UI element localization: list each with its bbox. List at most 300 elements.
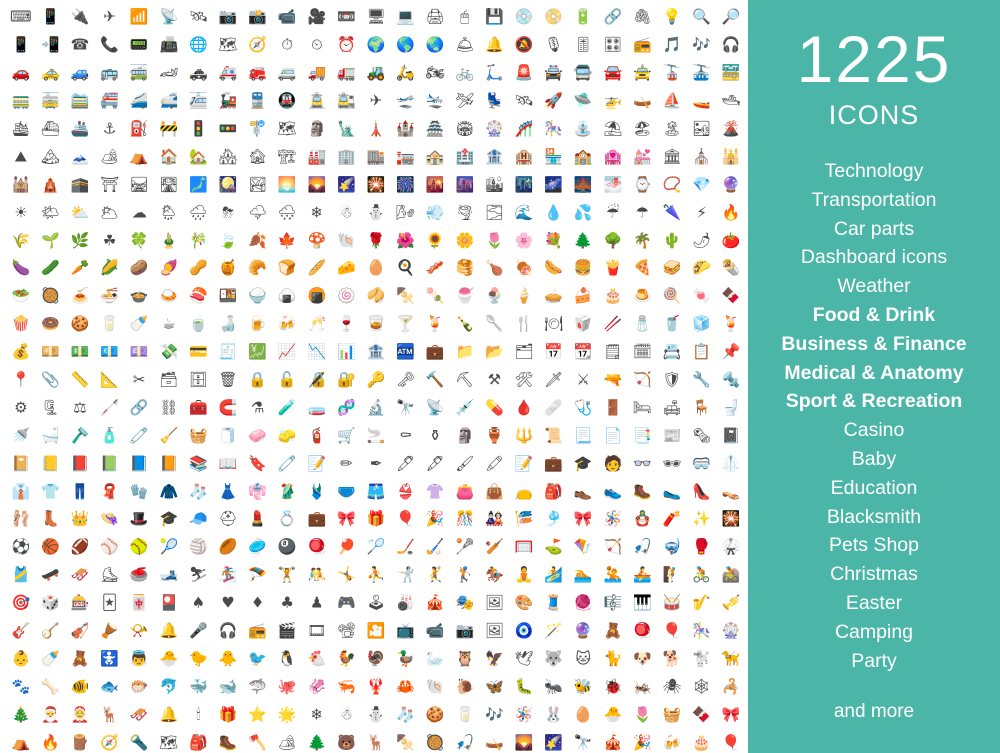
icon-glyph: 🌵: [662, 231, 682, 250]
icon-tile: [272, 32, 302, 60]
icon-tile: [450, 450, 480, 478]
icon-glyph: 💰: [11, 342, 31, 361]
icon-glyph: 🚟: [721, 63, 741, 82]
icon-glyph: 🎎: [485, 509, 504, 528]
icon-tile: [154, 562, 184, 590]
icon-tile: [6, 701, 36, 729]
icon-glyph: 🚀: [544, 91, 563, 110]
icon-glyph: 🎓: [573, 454, 593, 473]
icon-tile: [716, 32, 746, 60]
icon-glyph: 🏦: [366, 342, 386, 361]
icon-tile: [243, 506, 273, 534]
icon-glyph: 🥗: [11, 286, 31, 305]
icon-tile: [124, 394, 154, 422]
icon-glyph: 🚖: [633, 63, 652, 82]
icon-glyph: 👖: [70, 482, 90, 501]
icon-glyph: ⛸: [100, 565, 120, 584]
icon-tile: [598, 673, 628, 701]
icon-glyph: 🎑: [218, 175, 238, 194]
icon-glyph: 🏑: [425, 537, 445, 556]
icon-tile: [568, 283, 598, 311]
icon-tile: [539, 450, 569, 478]
icon-tile: [95, 60, 125, 88]
icon-glyph: 🌆: [455, 175, 475, 194]
icon-glyph: 📯: [129, 621, 149, 640]
icon-tile: [65, 4, 95, 32]
icon-glyph: 🐋: [218, 677, 238, 696]
icon-tile: [95, 590, 125, 618]
icon-tile: [332, 729, 362, 753]
icon-glyph: 🍃: [218, 231, 238, 250]
icon-glyph: 🌩: [248, 203, 268, 222]
icon-tile: [154, 32, 184, 60]
icon-tile: [243, 255, 273, 283]
icon-glyph: 🚥: [218, 119, 238, 138]
icon-tile: [687, 227, 717, 255]
icon-glyph: 🚿: [11, 426, 31, 445]
icon-tile: [36, 701, 66, 729]
icon-tile: [568, 618, 598, 646]
icon-glyph: 💿: [514, 7, 534, 26]
icon-glyph: 🧷: [277, 454, 297, 473]
icon-tile: [420, 143, 450, 171]
icon-tile: [598, 171, 628, 199]
icon-tile: [598, 618, 628, 646]
icon-tile: [450, 729, 480, 753]
icon-glyph: 🛤: [129, 175, 149, 194]
icon-glyph: 🐤: [189, 649, 208, 668]
icon-glyph: 🎇: [721, 509, 741, 528]
icon-glyph: 🕯: [196, 705, 201, 724]
icon-glyph: 📷: [218, 7, 238, 26]
icon-glyph: 🩸: [514, 398, 534, 417]
icon-glyph: 🥾: [218, 733, 238, 752]
icon-glyph: 🌟: [277, 705, 297, 724]
icon-tile: [420, 394, 450, 422]
icon-glyph: 🌊: [514, 203, 534, 222]
icon-tile: [657, 199, 687, 227]
icon-tile: [272, 422, 302, 450]
icon-glyph: 🗿: [307, 119, 327, 138]
icon-tile: [302, 478, 332, 506]
icon-glyph: 🐾: [11, 677, 31, 696]
icon-tile: [420, 32, 450, 60]
icon-tile: [243, 311, 273, 339]
icon-glyph: 🦀: [396, 677, 415, 696]
icon-glyph: 🎒: [544, 482, 563, 501]
icon-tile: [65, 562, 95, 590]
icon-glyph: 🤾: [425, 565, 445, 584]
icon-glyph: 🕊: [514, 649, 534, 668]
icon-tile: [539, 283, 569, 311]
icon-tile: [628, 562, 658, 590]
icon-glyph: 🍙: [277, 286, 297, 305]
icon-glyph: 🚜: [366, 63, 386, 82]
icon-tile: [65, 311, 95, 339]
icon-glyph: 🎠: [692, 621, 711, 640]
icon-glyph: 🦞: [366, 677, 386, 696]
icon-glyph: 🏹: [633, 370, 652, 389]
icon-tile: [124, 116, 154, 144]
icon-tile: [598, 339, 628, 367]
icon-tile: [154, 590, 184, 618]
icon-glyph: ✈: [369, 91, 383, 110]
icon-tile: [154, 673, 184, 701]
icon-glyph: 🎺: [721, 593, 741, 612]
icon-glyph: 🚨: [514, 63, 534, 82]
icon-glyph: 🔔: [159, 621, 179, 640]
icon-glyph: 🔥: [41, 733, 60, 752]
icon-glyph: 🥘: [41, 286, 60, 305]
icon-tile: [509, 339, 539, 367]
icon-glyph: ⛷: [188, 565, 208, 584]
icon-glyph: 🦋: [485, 677, 504, 696]
icon-tile: [154, 534, 184, 562]
icon-tile: [568, 506, 598, 534]
icon-tile: [509, 60, 539, 88]
icon-tile: [539, 506, 569, 534]
icon-tile: [272, 60, 302, 88]
icon-tile: [716, 311, 746, 339]
icon-glyph: 🥤: [662, 314, 682, 333]
icon-glyph: 🖥: [366, 7, 386, 26]
icon-glyph: 🍸: [396, 314, 415, 333]
icon-tile: [361, 171, 391, 199]
icon-tile: [450, 339, 480, 367]
icon-glyph: 🌥: [100, 203, 120, 222]
icon-glyph: 🥪: [662, 258, 682, 277]
icon-tile: [302, 88, 332, 116]
icon-glyph: 🥖: [307, 258, 327, 277]
icon-glyph: 🩳: [366, 482, 386, 501]
icon-tile: [539, 227, 569, 255]
icon-glyph: 🏕: [277, 733, 297, 752]
icon-tile: [628, 116, 658, 144]
icon-tile: [272, 171, 302, 199]
icon-glyph: 🎋: [189, 231, 208, 250]
icon-glyph: 🛸: [573, 91, 593, 110]
icon-glyph: 📽: [336, 621, 356, 640]
icon-tile: [598, 4, 628, 32]
icon-glyph: 🏕: [100, 147, 120, 166]
icon-glyph: ⛺: [129, 147, 149, 166]
icon-tile: [480, 199, 510, 227]
icon-tile: [154, 394, 184, 422]
icon-glyph: 🌷: [485, 231, 504, 250]
icon-tile: [243, 394, 273, 422]
icon-glyph: 🍁: [277, 231, 297, 250]
icon-glyph: ❄: [310, 203, 324, 222]
icon-tile: [391, 143, 421, 171]
icon-glyph: 🍵: [189, 314, 208, 333]
icon-glyph: 🍛: [159, 286, 179, 305]
icon-glyph: 🏝: [662, 119, 682, 138]
icon-glyph: 🎼: [603, 593, 623, 612]
icon-tile: [480, 88, 510, 116]
icon-glyph: 🕌: [721, 147, 741, 166]
icon-glyph: 🪆: [633, 509, 652, 528]
icon-tile: [628, 450, 658, 478]
icon-tile: [243, 116, 273, 144]
icon-glyph: 🥛: [100, 314, 119, 333]
icon-glyph: 🚬: [366, 426, 386, 445]
icon-glyph: 🚛: [337, 63, 356, 82]
icon-tile: [598, 60, 628, 88]
icon-glyph: 🗄: [188, 370, 208, 389]
icon-tile: [539, 255, 569, 283]
icon-glyph: ❄: [310, 705, 324, 724]
icon-glyph: 🐈: [603, 649, 623, 668]
icon-tile: [450, 60, 480, 88]
icon-glyph: 🎡: [485, 119, 504, 138]
icon-glyph: 🔥: [721, 203, 741, 222]
icon-glyph: 🍪: [425, 705, 445, 724]
icon-glyph: 📒: [41, 454, 60, 473]
icon-glyph: 🚊: [307, 91, 327, 110]
icon-glyph: 🚓: [189, 63, 208, 82]
icon-tile: [184, 729, 214, 753]
icon-glyph: 🎨: [514, 593, 534, 612]
icon-tile: [539, 701, 569, 729]
icon-tile: [65, 255, 95, 283]
icon-tile: [6, 171, 36, 199]
icon-glyph: 🔬: [366, 398, 386, 417]
icon-tile: [568, 199, 598, 227]
icon-glyph: 🏇: [485, 565, 504, 584]
icon-glyph: 🗻: [70, 147, 90, 166]
icon-tile: [687, 645, 717, 673]
icon-glyph: 🍼: [129, 314, 149, 333]
icon-glyph: 🌂: [662, 203, 682, 222]
icon-glyph: 🧗: [662, 565, 682, 584]
category-item: Weather: [837, 275, 911, 298]
icon-glyph: 🌉: [573, 175, 593, 194]
icon-glyph: ☃: [339, 203, 354, 222]
icon-tile: [6, 450, 36, 478]
icon-tile: [628, 32, 658, 60]
icon-tile: [687, 729, 717, 753]
icon-tile: [598, 394, 628, 422]
icon-glyph: ⛺: [11, 733, 31, 752]
icon-tile: [184, 562, 214, 590]
icon-tile: [420, 367, 450, 395]
icon-glyph: 🪂: [248, 565, 267, 584]
icon-glyph: ✈: [103, 7, 116, 26]
icon-tile: [95, 311, 125, 339]
icon-tile: [213, 227, 243, 255]
icon-glyph: 📅: [544, 342, 563, 361]
icon-tile: [716, 171, 746, 199]
icon-glyph: 🪑: [692, 398, 711, 417]
icon-glyph: 🏪: [544, 147, 563, 166]
icon-glyph: 💻: [396, 7, 415, 26]
icon-tile: [124, 701, 154, 729]
icon-tile: [539, 199, 569, 227]
icon-tile: [95, 450, 125, 478]
icon-tile: [302, 394, 332, 422]
icon-glyph: 🖋: [425, 454, 445, 473]
icon-tile: [65, 701, 95, 729]
icon-tile: [450, 422, 480, 450]
icon-tile: [628, 394, 658, 422]
icon-tile: [6, 227, 36, 255]
icon-glyph: 🚋: [41, 91, 60, 110]
icon-tile: [716, 534, 746, 562]
icon-tile: [539, 32, 569, 60]
icon-glyph: 🌐: [189, 35, 208, 54]
icon-tile: [361, 618, 391, 646]
icon-tile: [628, 227, 658, 255]
icon-glyph: ☃: [339, 705, 354, 724]
icon-tile: [391, 32, 421, 60]
icon-glyph: 💦: [573, 203, 593, 222]
icon-glyph: 🗓: [632, 342, 652, 361]
icon-glyph: 🗺: [218, 35, 238, 54]
icon-glyph: 🥊: [692, 537, 711, 556]
icon-glyph: 🗺: [277, 119, 297, 138]
icon-glyph: 🏚: [248, 147, 268, 166]
icon-glyph: 👑: [70, 509, 90, 528]
icon-glyph: 🌼: [455, 231, 475, 250]
icon-tile: [687, 88, 717, 116]
icon-glyph: 🎀: [337, 509, 356, 528]
icon-tile: [391, 339, 421, 367]
icon-tile: [213, 32, 243, 60]
icon-tile: [124, 450, 154, 478]
icon-tile: [509, 590, 539, 618]
icon-glyph: ⛱: [603, 119, 623, 138]
icon-tile: [450, 199, 480, 227]
icon-glyph: 🔏: [307, 370, 327, 389]
icon-tile: [124, 729, 154, 753]
icon-glyph: 🛠: [514, 370, 534, 389]
icon-tile: [6, 283, 36, 311]
icon-tile: [480, 618, 510, 646]
icon-tile: [213, 171, 243, 199]
icon-tile: [302, 60, 332, 88]
icon-tile: [716, 478, 746, 506]
icon-glyph: 👙: [396, 482, 415, 501]
icon-tile: [272, 534, 302, 562]
icon-tile: [154, 199, 184, 227]
icon-glyph: 🤺: [396, 565, 415, 584]
icon-count: 1225: [796, 22, 952, 96]
icon-glyph: 🗼: [366, 119, 386, 138]
icon-tile: [450, 701, 480, 729]
icon-glyph: 🚝: [100, 91, 119, 110]
icon-tile: [480, 590, 510, 618]
icon-glyph: 👠: [692, 482, 711, 501]
icon-tile: [391, 478, 421, 506]
icon-glyph: 🌾: [11, 231, 31, 250]
icon-tile: [302, 227, 332, 255]
icon-tile: [450, 590, 480, 618]
icon-tile: [716, 450, 746, 478]
icon-glyph: 🍱: [218, 286, 238, 305]
icon-tile: [361, 590, 391, 618]
icon-glyph: 🏡: [189, 147, 208, 166]
icon-tile: [213, 143, 243, 171]
icon-tile: [568, 311, 598, 339]
icon-tile: [391, 394, 421, 422]
icon-glyph: 🧺: [662, 705, 682, 724]
icon-tile: [420, 729, 450, 753]
icon-tile: [243, 701, 273, 729]
icon-glyph: 🥋: [721, 537, 741, 556]
icon-tile: [391, 534, 421, 562]
icon-glyph: 🎭: [455, 593, 475, 612]
icon-glyph: 🏈: [70, 537, 90, 556]
icon-tile: [509, 116, 539, 144]
icon-glyph: 🎳: [396, 593, 415, 612]
icon-glyph: 🎧: [218, 621, 238, 640]
icon-tile: [124, 311, 154, 339]
icon-glyph: ☀: [14, 203, 28, 222]
icon-glyph: 🔭: [396, 398, 415, 417]
icon-tile: [687, 116, 717, 144]
icon-tile: [539, 394, 569, 422]
icon-tile: [124, 88, 154, 116]
icon-glyph: 🛶: [633, 91, 652, 110]
icon-glyph: ⛴: [40, 119, 60, 138]
icon-glyph: 🍅: [721, 231, 741, 250]
icon-tile: [420, 422, 450, 450]
icon-tile: [480, 255, 510, 283]
icon-tile: [65, 339, 95, 367]
icon-tile: [36, 673, 66, 701]
category-item: Camping: [834, 620, 914, 643]
icon-tile: [391, 283, 421, 311]
icon-glyph: 🏣: [396, 147, 415, 166]
icon-glyph: 📘: [129, 454, 149, 473]
icon-glyph: 🍫: [721, 286, 741, 305]
icon-tile: [450, 618, 480, 646]
icon-glyph: 🍫: [692, 705, 711, 724]
category-item: Food & Drink: [812, 303, 936, 326]
icon-tile: [509, 645, 539, 673]
icon-glyph: 🚪: [603, 398, 623, 417]
icon-tile: [480, 422, 510, 450]
icon-tile: [628, 143, 658, 171]
icon-glyph: ♟: [310, 593, 324, 612]
icon-glyph: 🧸: [603, 621, 623, 640]
icon-glyph: 🥾: [633, 482, 652, 501]
icon-tile: [598, 478, 628, 506]
icon-tile: [480, 171, 510, 199]
icon-glyph: 💎: [692, 175, 711, 194]
icon-tile: [272, 478, 302, 506]
icon-tile: [361, 60, 391, 88]
icon-tile: [302, 450, 332, 478]
icon-tile: [391, 227, 421, 255]
icon-tile: [243, 4, 273, 32]
icon-tile: [657, 4, 687, 32]
icon-tile: [95, 534, 125, 562]
icon-glyph: 📈: [277, 342, 297, 361]
icon-tile: [391, 255, 421, 283]
icon-glyph: 💹: [248, 342, 267, 361]
icon-tile: [213, 4, 243, 32]
icon-glyph: ☘: [102, 231, 117, 250]
icon-glyph: 📆: [573, 342, 593, 361]
icon-glyph: 🐺: [544, 649, 563, 668]
icon-glyph: 📻: [248, 621, 267, 640]
icon-glyph: 🧭: [248, 35, 267, 54]
icon-glyph: 🧾: [218, 342, 238, 361]
icon-tile: [391, 88, 421, 116]
icon-tile: [184, 478, 214, 506]
icon-tile: [598, 283, 628, 311]
